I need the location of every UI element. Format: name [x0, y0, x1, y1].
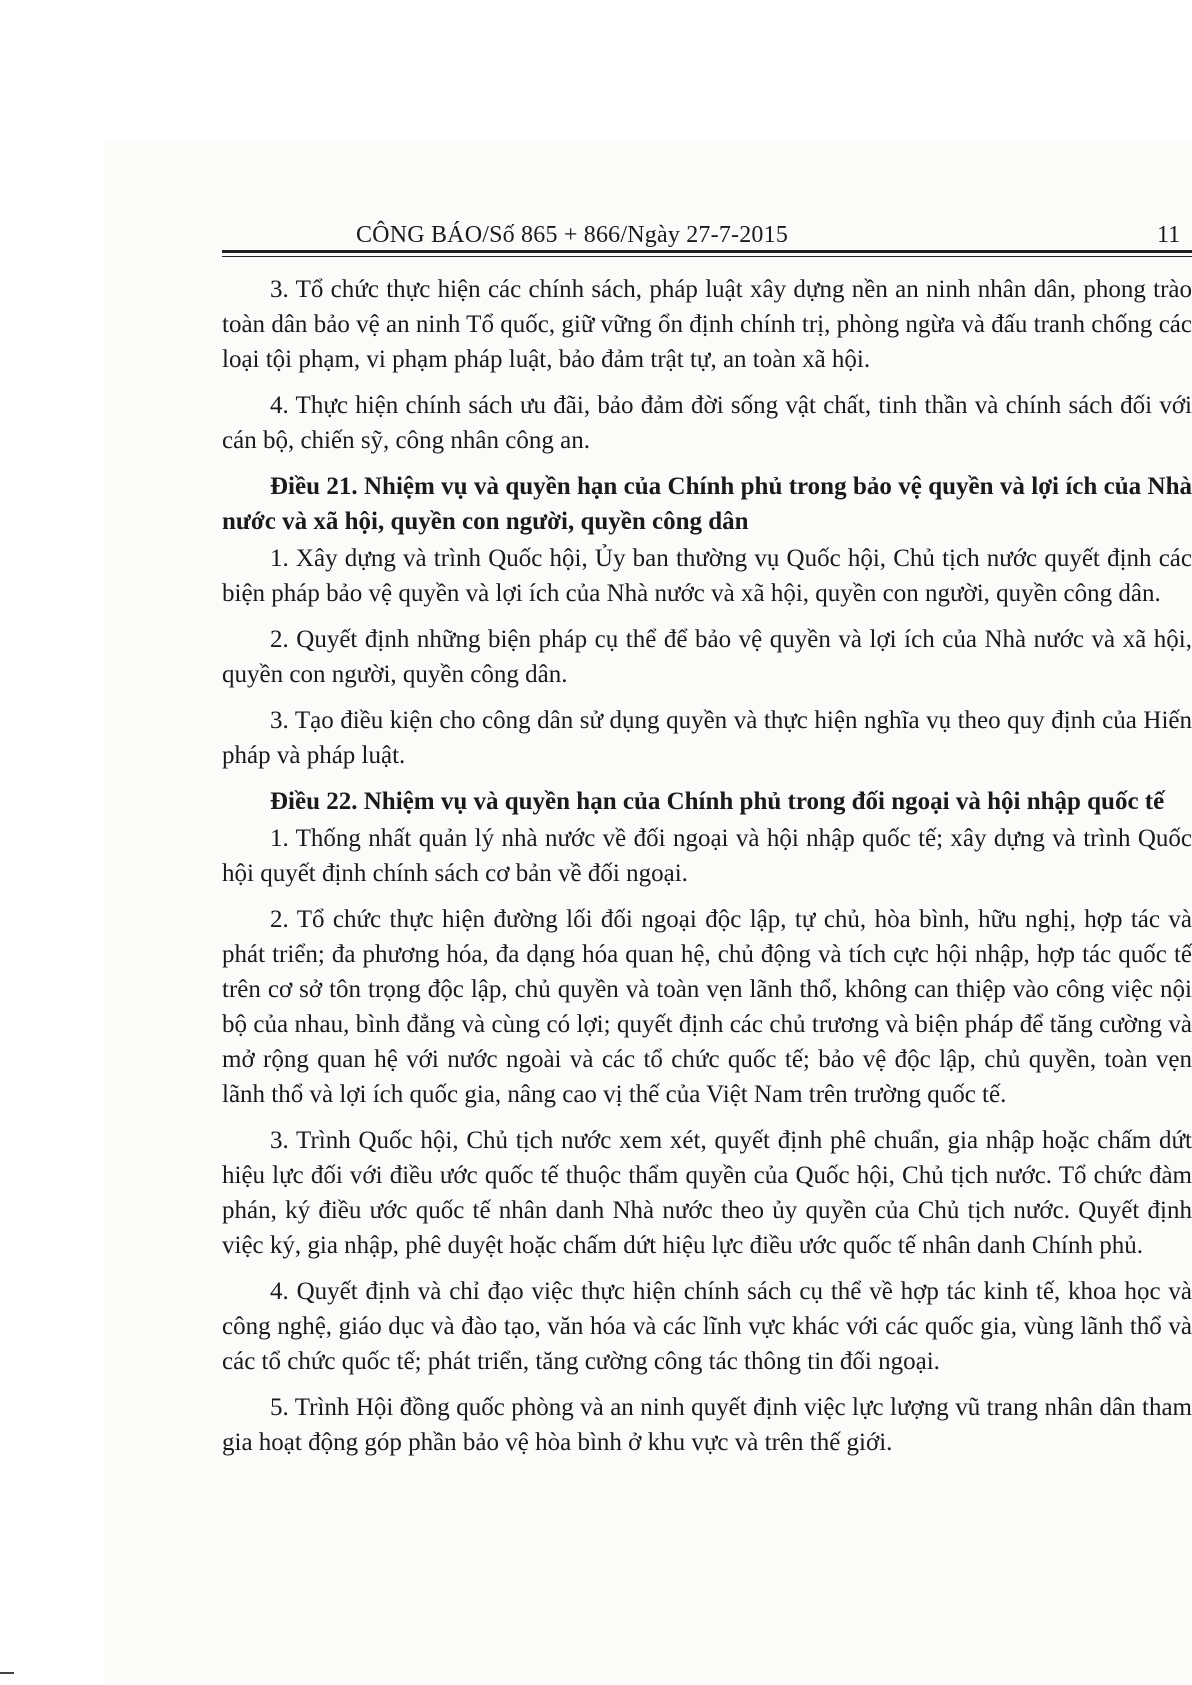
paragraph-article22-item1: 1. Thống nhất quản lý nhà nước về đối ngoại và hội nhập quốc tế; xây dựng và trình Quốc hội quyết định chính sách cơ bản về đối ngoại. [222, 825, 1192, 887]
paragraph-article21-item3: 3. Tạo điều kiện cho công dân sử dụng quyền và thực hiện nghĩa vụ theo quy định của Hiến pháp và pháp luật. [222, 707, 1192, 769]
paragraph-article22-item4: 4. Quyết định và chỉ đạo việc thực hiện chính sách cụ thể về hợp tác kinh tế, khoa học và công nghệ, giáo dục và đào tạo, văn hóa và các lĩnh vực khác với các quốc gia, vùng lãnh thổ và các tổ chức quốc tế; phát triển, tăng cường công tác thông tin đối ngoại. [222, 1278, 1192, 1375]
paragraph-article22-item5: 5. Trình Hội đồng quốc phòng và an ninh quyết định việc lực lượng vũ trang nhân dân tham gia hoạt động góp phần bảo vệ hòa bình ở khu vực và trên thế giới. [222, 1394, 1192, 1456]
paragraph-article21-item2: 2. Quyết định những biện pháp cụ thể để bảo vệ quyền và lợi ích của Nhà nước và xã hội, quyền con người, quyền công dân. [222, 626, 1192, 688]
header-rule-thin [222, 256, 1192, 257]
paragraph-article22-item2: 2. Tổ chức thực hiện đường lối đối ngoại độc lập, tự chủ, hòa bình, hữu nghị, hợp tác và phát triển; đa phương hóa, đa dạng hóa quan hệ, chủ động và tích cực hội nhập, hợp tác quốc tế trên cơ sở tôn trọng độc lập, chủ quyền và toàn vẹn lãnh thổ, không can thiệp vào công việc nội bộ của nhau, bình đẳng và cùng có lợi; quyết định các chủ trương và biện pháp để tăng cường và mở rộng quan hệ với nước ngoài và các tổ chức quốc tế; bảo vệ độc lập, chủ quyền, toàn vẹn lãnh thổ và lợi ích quốc gia, nâng cao vị thế của Việt Nam trên trường quốc tế. [222, 906, 1192, 1108]
paragraph-article20-item3: 3. Tổ chức thực hiện các chính sách, pháp luật xây dựng nền an ninh nhân dân, phong trào toàn dân bảo vệ an ninh Tổ quốc, giữ vững ổn định chính trị, phòng ngừa và đấu tranh chống các loại tội phạm, vi phạm pháp luật, bảo đảm trật tự, an toàn xã hội. [222, 276, 1192, 373]
paragraph-article22-item3: 3. Trình Quốc hội, Chủ tịch nước xem xét, quyết định phê chuẩn, gia nhập hoặc chấm dứt hiệu lực đối với điều ước quốc tế thuộc thẩm quyền của Quốc hội, Chủ tịch nước. Tổ chức đàm phán, ký điều ước quốc tế nhân danh Nhà nước theo ủy quyền của Chủ tịch nước. Quyết định việc ký, gia nhập, phê duyệt hoặc chấm dứt hiệu lực điều ước quốc tế nhân danh Chính phủ. [222, 1127, 1192, 1259]
gazette-title: CÔNG BÁO/Số 865 + 866/Ngày 27-7-2015 [355, 222, 789, 248]
paragraph-article20-item4: 4. Thực hiện chính sách ưu đãi, bảo đảm đời sống vật chất, tinh thần và chính sách đối với cán bộ, chiến sỹ, công nhân công an. [222, 392, 1192, 454]
article-21-heading: Điều 21. Nhiệm vụ và quyền hạn của Chính phủ trong bảo vệ quyền và lợi ích của Nhà nước và xã hội, quyền con người, quyền công dân [222, 473, 1192, 535]
paragraph-article21-item1: 1. Xây dựng và trình Quốc hội, Ủy ban thường vụ Quốc hội, Chủ tịch nước quyết định các biện pháp bảo vệ quyền và lợi ích của Nhà nước và xã hội, quyền con người, quyền công dân. [222, 545, 1192, 607]
scan-edge-mark [0, 1672, 14, 1674]
page-number: 11 [1157, 222, 1181, 248]
document-body [222, 272, 1192, 1471]
article-22-heading: Điều 22. Nhiệm vụ và quyền hạn của Chính phủ trong đối ngoại và hội nhập quốc tế [270, 788, 1165, 815]
header-rule [222, 250, 1192, 253]
